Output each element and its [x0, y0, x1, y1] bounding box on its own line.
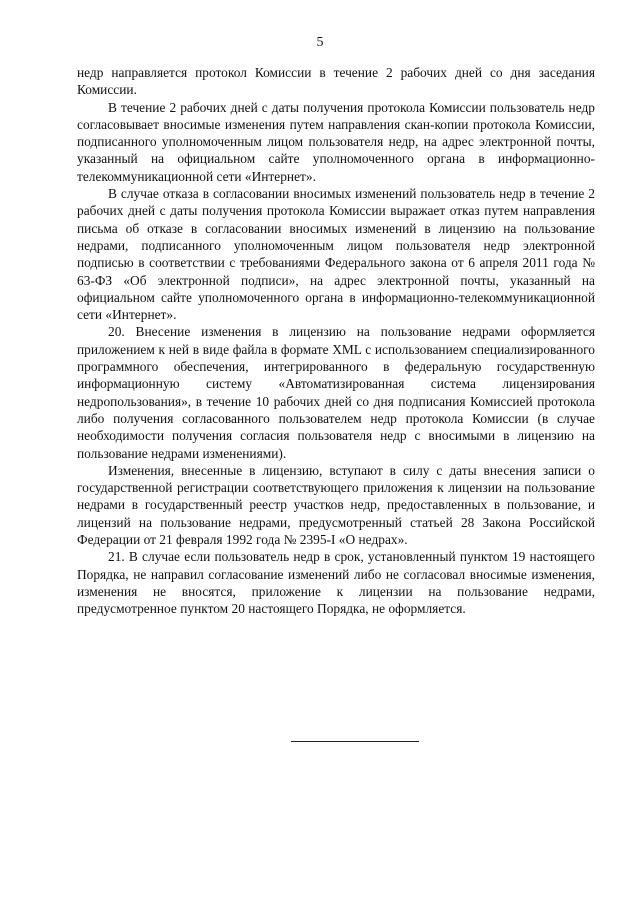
paragraph-refusal: В случае отказа в согласовании вносимых изменений пользователь недр в течение 2 рабочих дней с даты получения протокола Комиссии выражает отказ путем направления письма об отказе в согласовании вносимых изменений в лицензию на пользование недрами, подписанного уполномоченным лицом пользователя недр электронной подписью в соответствии с требованиями Федерального закона от 6 апреля 2011 года № 63-ФЗ «Об электронной подписи», на адрес электронной почты, указанный на официальном сайте уполномоченного органа в информационно-телекоммуникационной сети «Интернет». — [77, 186, 595, 323]
paragraph-continuation: недр направляется протокол Комиссии в течение 2 рабочих дней со дня заседания Комиссии. — [77, 65, 595, 98]
paragraph-changes-effective: Изменения, внесенные в лицензию, вступают в силу с даты внесения записи о государственной регистрации соответствующего приложения к лицензии на пользование недрами в государственный реестр участков недр, предоставленных в пользование, и лицензий на пользование недрами, предусмотренный статьей 28 Закона Российской Федерации от 21 февраля 1992 года № 2395-I «О недрах». — [77, 462, 595, 548]
page-number: 5 — [316, 35, 324, 50]
paragraph-item-20: 20. Внесение изменения в лицензию на пользование недрами оформляется приложением к ней в виде файла в формате XML с использованием специализированного программного обеспечения, интегрированного в федеральную государственную информационную систему «Автоматизированная система лицензирования недропользования», в течение 10 рабочих дней со дня подписания Комиссией протокола либо получения согласованного пользователем недр протокола Комиссии (в случае необходимости получения согласия пользователя недр с вносимыми в лицензию на пользование недрами изменениями). — [77, 324, 595, 461]
paragraph-approval-deadline: В течение 2 рабочих дней с даты получения протокола Комиссии пользователь недр согласовывает вносимые изменения путем направления скан-копии протокола Комиссии, подписанного уполномоченным лицом пользователя недр, на адрес электронной почты, указанный на официальном сайте уполномоченного органа в информационно-телекоммуникационной сети «Интернет». — [77, 99, 595, 184]
end-of-document-rule — [291, 741, 419, 742]
document-body — [77, 64, 595, 618]
paragraph-item-21: 21. В случае если пользователь недр в срок, установленный пунктом 19 настоящего Порядка, не направил согласование изменений либо не согласовал вносимые изменения, изменения не вносятся, приложение к лицензии на пользование недрами, предусмотренное пунктом 20 настоящего Порядка, не оформляется. — [77, 549, 595, 617]
